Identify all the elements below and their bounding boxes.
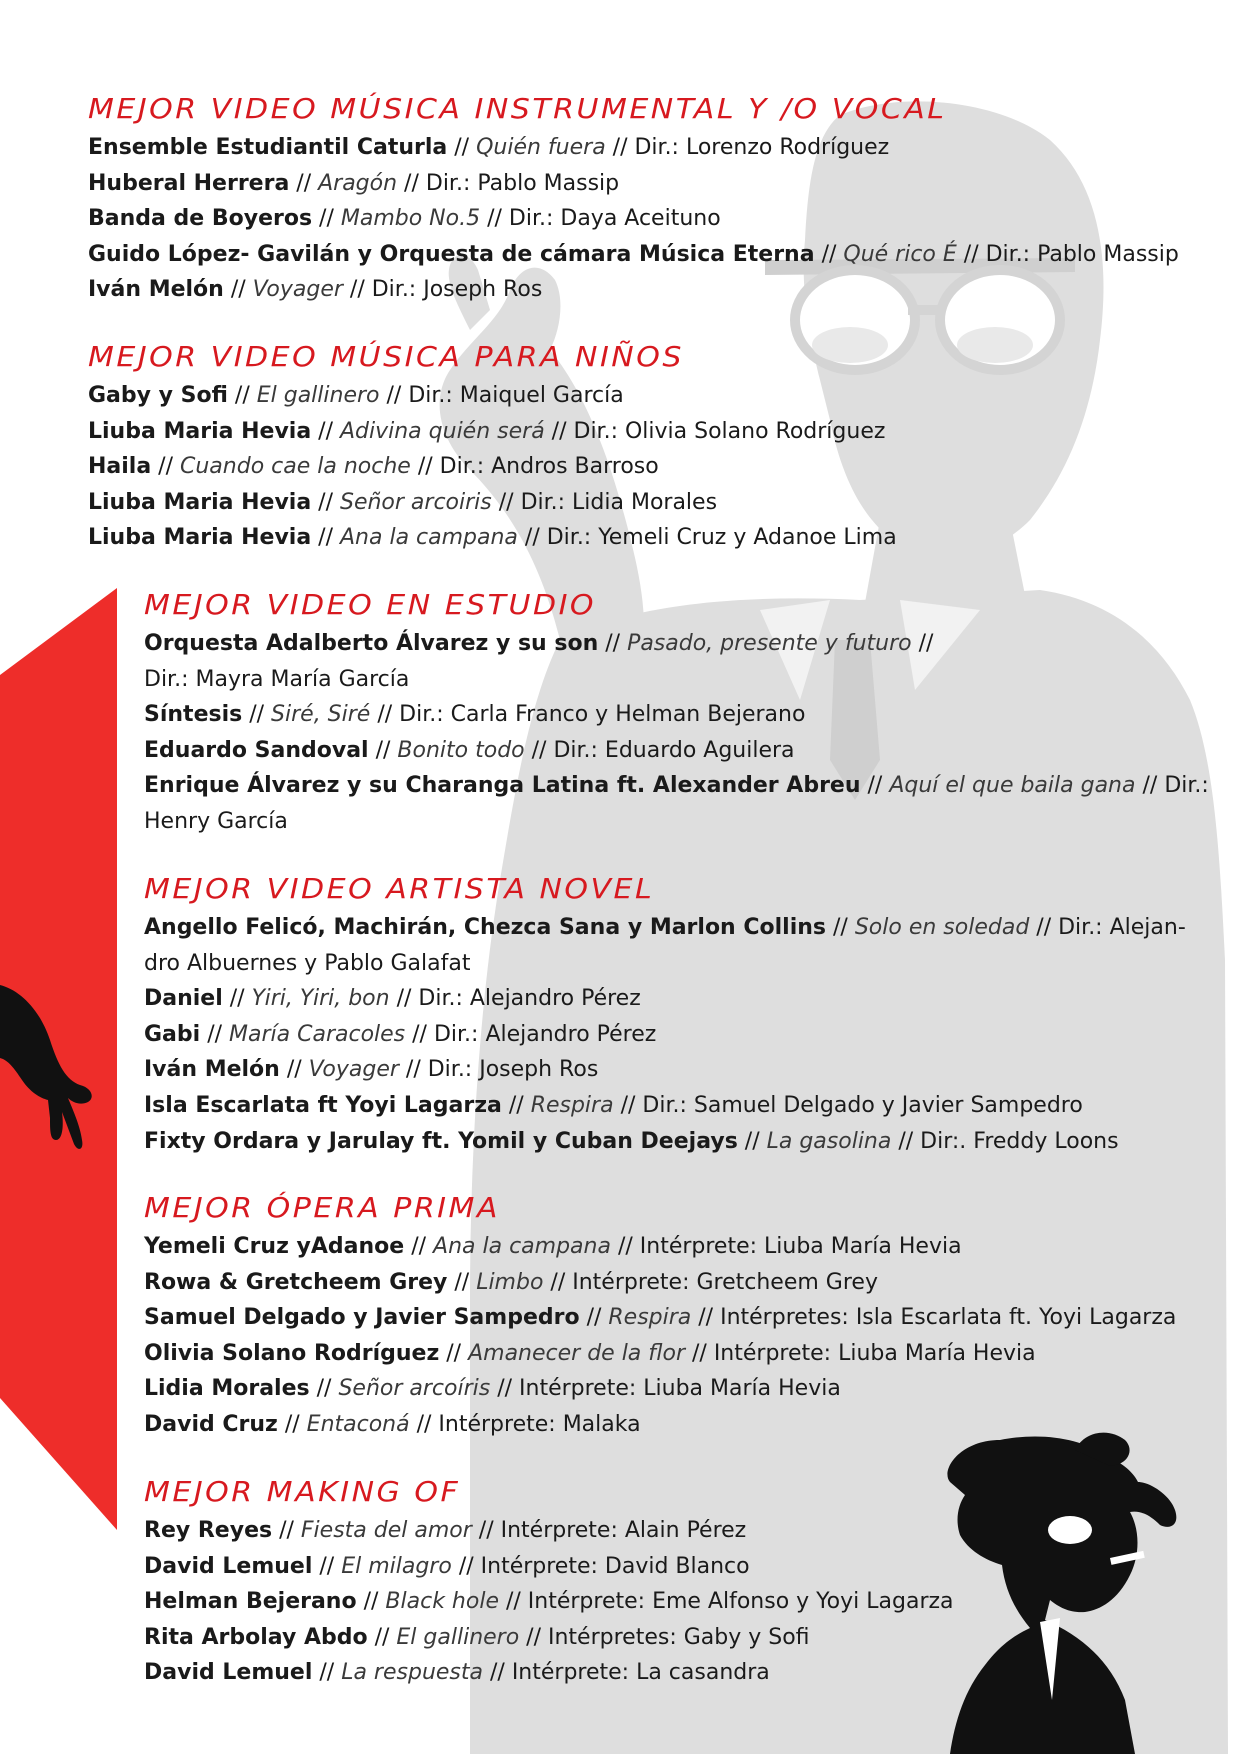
video-title: Black hole: [385, 1589, 499, 1615]
separator: //: [579, 1305, 609, 1331]
credit: Dir.:: [1164, 773, 1209, 799]
award-section-instrumental-vocal: [88, 93, 1179, 308]
nominee-artist: Síntesis: [144, 702, 243, 728]
nominee-entry: [88, 520, 897, 556]
credit: Dir.: Andros Barroso: [439, 454, 659, 480]
nominee-artist: Iván Melón: [144, 1057, 280, 1083]
separator: //: [439, 1340, 469, 1366]
credit: Dir.: Alejan-: [1058, 915, 1186, 940]
separator: //: [451, 1553, 481, 1579]
nominee-artist: Olivia Solano Rodríguez: [144, 1340, 440, 1366]
video-title: Pasado, presente y futuro: [627, 631, 912, 656]
separator: //: [222, 986, 252, 1012]
nominee-entry: [144, 1088, 1186, 1124]
credit: Intérprete: La casandra: [511, 1660, 770, 1686]
credit: Intérprete: Eme Alfonso y Yoyi Lagarza: [527, 1589, 954, 1615]
video-title: Respira: [530, 1092, 614, 1118]
credit: Dir.: Alejandro Pérez: [418, 986, 641, 1012]
separator: //: [311, 489, 340, 515]
credit: Dir.: Daya Aceituno: [508, 206, 721, 232]
credit: Intérprete: Malaka: [438, 1411, 641, 1437]
separator: //: [891, 1128, 921, 1154]
video-title: Aragón: [318, 170, 398, 196]
credit: Dir.: Lidia Morales: [520, 489, 718, 515]
video-title: Voyager: [308, 1057, 399, 1083]
section-heading: MEJOR VIDEO MÚSICA PARA NIÑOS: [88, 341, 684, 374]
separator: //: [519, 1624, 548, 1650]
credit: Dir.: Olivia Solano Rodríguez: [573, 418, 886, 444]
nominee-entry-continuation: [144, 804, 1209, 840]
video-title: Señor arcoíris: [338, 1376, 491, 1402]
credit: Intérprete: Liuba María Hevia: [713, 1340, 1036, 1366]
nominee-artist: Ensemble Estudiantil Caturla: [88, 135, 448, 160]
nominee-entry: [144, 626, 1209, 662]
video-title: Quién fuera: [476, 135, 606, 160]
credit: Dir.: Joseph Ros: [371, 277, 543, 303]
separator: //: [911, 631, 934, 656]
nominee-artist: Banda de Boyeros: [88, 206, 313, 232]
credit: Dir.: Alejandro Pérez: [433, 1021, 657, 1047]
nominee-artist: Gabi: [144, 1021, 201, 1047]
credit: Dir.: Carla Franco y Helman Bejerano: [399, 702, 806, 728]
separator: //: [279, 1057, 309, 1083]
separator: //: [312, 1660, 342, 1686]
video-title: Bonito todo: [397, 737, 525, 763]
nominee-entry-continuation: [144, 662, 1209, 698]
video-title: El gallinero: [256, 383, 380, 408]
nominee-artist: Daniel: [144, 986, 223, 1012]
nominee-entry: [88, 414, 897, 450]
nominee-entry: [88, 201, 1179, 237]
credit: Dir.: Eduardo Aguilera: [553, 737, 795, 763]
video-title: Yiri, Yiri, bon: [251, 986, 390, 1012]
separator: //: [242, 702, 272, 728]
section-heading: MEJOR VIDEO EN ESTUDIO: [144, 589, 597, 622]
credit: dro Albuernes y Pablo Galafat: [144, 950, 471, 976]
award-section-artista-novel: [144, 873, 1186, 1159]
separator: //: [860, 773, 890, 799]
credit: Intérpretes: Gaby y Sofi: [548, 1624, 810, 1650]
separator: //: [342, 277, 372, 303]
separator: //: [272, 1518, 301, 1543]
credit: Intérprete: Gretcheem Grey: [572, 1269, 878, 1295]
nominee-list: [144, 1513, 954, 1691]
separator: //: [447, 135, 477, 160]
separator: //: [312, 1553, 342, 1579]
credit: Dir.: Pablo Massip: [425, 170, 620, 196]
nominee-entry: [88, 272, 1179, 308]
separator: //: [368, 737, 398, 763]
video-title: Entaconá: [306, 1411, 410, 1437]
nominee-entry: [144, 1300, 1176, 1336]
credit: Dir.: Mayra María García: [144, 666, 410, 692]
nominee-artist: Yemeli Cruz yAdanoe: [144, 1234, 405, 1259]
nominee-artist: Liuba Maria Hevia: [88, 489, 312, 515]
video-title: Limbo: [476, 1269, 544, 1295]
section-heading: MEJOR VIDEO MÚSICA INSTRUMENTAL Y /O VOCAL: [88, 93, 947, 126]
nominee-entry: [144, 1265, 1176, 1301]
video-title: Qué rico É: [843, 241, 957, 267]
separator: //: [737, 1128, 767, 1154]
video-title: Cuando cae la noche: [180, 454, 411, 480]
separator: //: [151, 454, 180, 480]
nominee-artist: Haila: [88, 454, 152, 480]
separator: //: [598, 631, 628, 656]
credit: Dir.: Pablo Massip: [985, 241, 1179, 267]
separator: //: [517, 525, 547, 551]
video-title: María Caracoles: [229, 1021, 406, 1047]
separator: //: [685, 1340, 714, 1366]
separator: //: [605, 135, 635, 160]
section-heading: MEJOR MAKING OF: [144, 1476, 461, 1509]
separator: //: [389, 986, 419, 1012]
award-section-making-of: [144, 1476, 954, 1691]
video-title: Voyager: [252, 277, 343, 303]
nominee-entry: [144, 768, 1209, 804]
nominee-artist: Angello Felicó, Machirán, Chezca Sana y Marlon Collins: [144, 915, 827, 940]
nominee-artist: Rowa & Gretcheem Grey: [144, 1269, 448, 1295]
nominee-entry: [88, 166, 1179, 202]
video-title: Fiesta del amor: [300, 1518, 472, 1543]
nominee-entry: [144, 733, 1209, 769]
nominee-artist: Iván Melón: [88, 277, 224, 303]
credit: Henry García: [144, 808, 288, 834]
separator: //: [501, 1092, 531, 1118]
video-title: El gallinero: [396, 1624, 520, 1650]
nominee-entry: [144, 1584, 954, 1620]
separator: //: [691, 1305, 721, 1331]
separator: //: [379, 383, 409, 408]
separator: //: [367, 1624, 397, 1650]
nominee-entry: [144, 910, 1186, 946]
nominee-entry: [144, 1229, 1176, 1265]
separator: //: [370, 702, 400, 728]
separator: //: [397, 170, 426, 196]
separator: //: [200, 1021, 230, 1047]
separator: //: [480, 206, 509, 232]
nominee-artist: Huberal Herrera: [88, 170, 290, 196]
video-title: Amanecer de la flor: [468, 1340, 685, 1366]
video-title: Mambo No.5: [340, 206, 481, 232]
nominee-entry: [144, 1124, 1186, 1160]
separator: //: [356, 1589, 386, 1615]
award-section-estudio: [144, 589, 1209, 840]
separator: //: [223, 277, 253, 303]
section-heading: MEJOR VIDEO ARTISTA NOVEL: [144, 873, 655, 906]
separator: //: [398, 1057, 428, 1083]
separator: //: [312, 206, 341, 232]
video-title: Ana la campana: [339, 525, 518, 551]
nominee-entry: [144, 1620, 954, 1656]
video-title: Aquí el que baila gana: [889, 773, 1136, 799]
video-title: Señor arcoiris: [339, 489, 492, 515]
section-heading: MEJOR ÓPERA PRIMA: [144, 1192, 500, 1225]
nominee-entry: [144, 1017, 1186, 1053]
video-title: La gasolina: [766, 1128, 892, 1154]
credit: Dir.: Joseph Ros: [427, 1057, 599, 1083]
nominee-entry: [88, 378, 897, 414]
video-title: Ana la campana: [433, 1234, 611, 1259]
separator: //: [524, 737, 554, 763]
separator: //: [1029, 915, 1059, 940]
credit: Dir.: Lorenzo Rodríguez: [634, 135, 890, 160]
nominee-list: [144, 1229, 1176, 1443]
nominee-artist: Rita Arbolay Abdo: [144, 1624, 368, 1650]
nominee-entry: [144, 697, 1209, 733]
separator: //: [483, 1660, 512, 1686]
nominee-entry: [144, 1336, 1176, 1372]
separator: //: [447, 1269, 477, 1295]
credit: Intérprete: Liuba María Hevia: [639, 1234, 962, 1259]
separator: //: [311, 418, 340, 444]
credit: Intérpretes: Isla Escarlata ft. Yoyi Lagarza: [720, 1305, 1177, 1331]
separator: //: [814, 241, 844, 267]
credit: Dir:. Freddy Loons: [920, 1128, 1119, 1154]
separator: //: [277, 1411, 307, 1437]
nominee-list: [88, 130, 1179, 308]
nominee-artist: Isla Escarlata ft Yoyi Lagarza: [144, 1092, 502, 1118]
award-section-ninos: [88, 341, 897, 556]
separator: //: [311, 525, 340, 551]
nominee-artist: Samuel Delgado y Javier Sampedro: [144, 1305, 580, 1331]
video-title: Adivina quién será: [339, 418, 545, 444]
nominee-entry: [88, 237, 1179, 273]
separator: //: [491, 489, 521, 515]
nominee-entry: [88, 449, 897, 485]
nominee-entry: [144, 981, 1186, 1017]
nominee-artist: David Cruz: [144, 1411, 278, 1437]
separator: //: [309, 1376, 339, 1402]
separator: //: [490, 1376, 520, 1402]
separator: //: [610, 1234, 640, 1259]
nominee-entry: [144, 1407, 1176, 1443]
video-title: Siré, Siré: [271, 702, 371, 728]
separator: //: [405, 1021, 434, 1047]
video-title: Respira: [608, 1305, 692, 1331]
video-title: La respuesta: [341, 1660, 483, 1686]
nominee-entry: [144, 1371, 1176, 1407]
separator: //: [404, 1234, 434, 1259]
credit: Intérprete: Alain Pérez: [500, 1518, 747, 1543]
nominee-list: [88, 378, 897, 556]
separator: //: [471, 1518, 501, 1543]
nominee-artist: David Lemuel: [144, 1553, 313, 1579]
nominee-entry: [144, 1513, 954, 1549]
nominee-artist: Helman Bejerano: [144, 1589, 357, 1615]
video-title: El milagro: [341, 1553, 452, 1579]
separator: //: [409, 1411, 439, 1437]
separator: //: [1135, 773, 1165, 799]
nominee-artist: Enrique Álvarez y su Charanga Latina ft. Alexander Abreu: [144, 773, 861, 799]
nominee-entry: [144, 1655, 954, 1691]
separator: //: [543, 1269, 573, 1295]
separator: //: [289, 170, 319, 196]
award-section-opera-prima: [144, 1192, 1176, 1443]
separator: //: [956, 241, 986, 267]
credit: Dir.: Maiquel García: [408, 383, 624, 408]
nominee-entry: [144, 1052, 1186, 1088]
separator: //: [227, 383, 257, 408]
separator: //: [826, 915, 855, 940]
nominee-artist: Guido López- Gavilán y Orquesta de cámara Música Eterna: [88, 241, 815, 267]
nominee-artist: Eduardo Sandoval: [144, 737, 369, 763]
credit: Dir.: Yemeli Cruz y Adanoe Lima: [546, 525, 897, 551]
nominee-artist: Liuba Maria Hevia: [88, 418, 312, 444]
nominee-artist: David Lemuel: [144, 1660, 313, 1686]
nominee-artist: Gaby y Sofi: [88, 383, 228, 408]
separator: //: [544, 418, 574, 444]
nominee-entry-continuation: [144, 946, 1186, 982]
video-title: Solo en soledad: [854, 915, 1030, 940]
nominee-entry: [144, 1549, 954, 1585]
separator: //: [613, 1092, 643, 1118]
nominee-list: [144, 910, 1186, 1159]
nominee-list: [144, 626, 1209, 840]
credit: Intérprete: Liuba María Hevia: [519, 1376, 841, 1402]
nominee-entry: [88, 485, 897, 521]
nominee-artist: Fixty Ordara y Jarulay ft. Yomil y Cuban Deejays: [144, 1128, 738, 1154]
nominee-artist: Rey Reyes: [144, 1518, 273, 1543]
separator: //: [498, 1589, 528, 1615]
separator: //: [410, 454, 440, 480]
nominee-artist: Orquesta Adalberto Álvarez y su son: [144, 631, 599, 656]
credit: Dir.: Samuel Delgado y Javier Sampedro: [642, 1092, 1083, 1118]
nominee-artist: Lidia Morales: [144, 1376, 310, 1402]
nominee-artist: Liuba Maria Hevia: [88, 525, 312, 551]
nominee-entry: [88, 130, 1179, 166]
credit: Intérprete: David Blanco: [480, 1553, 750, 1579]
